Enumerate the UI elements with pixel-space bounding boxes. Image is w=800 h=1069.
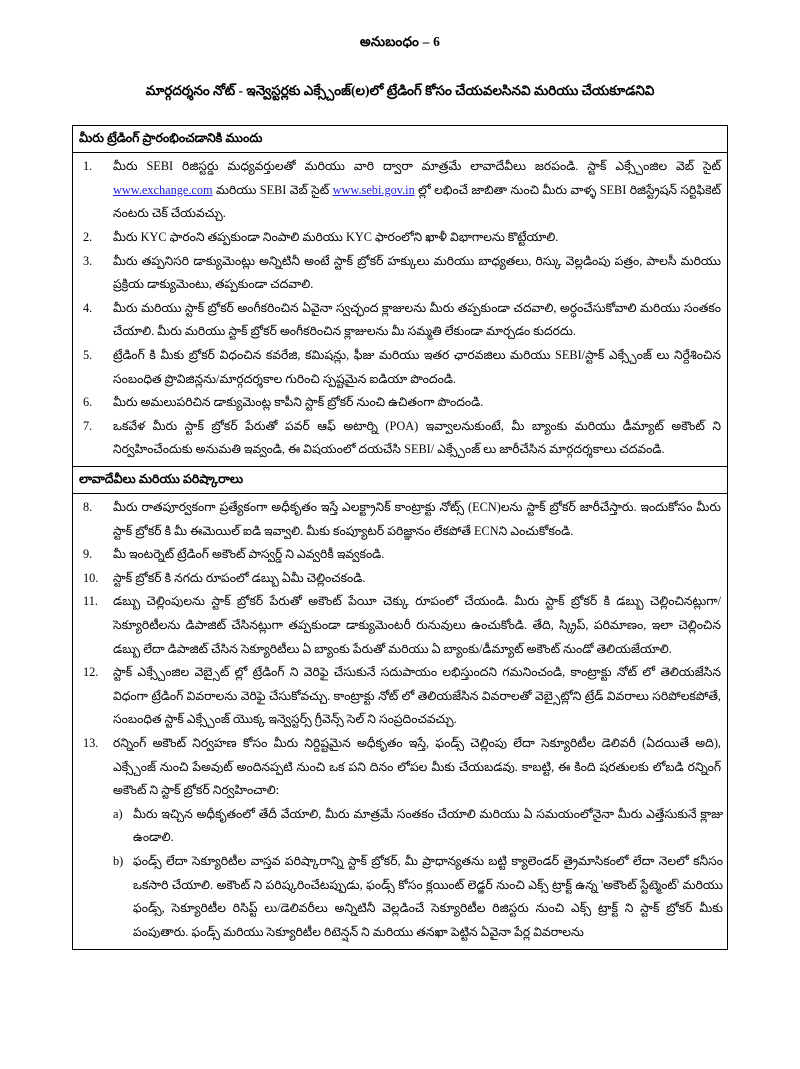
page-title: అనుబంధం – 6	[359, 34, 441, 49]
text-run: మీరు తప్పనిసరి డాక్యుమెంట్లు అన్నిటినీ అంటే స్టాక్ బ్రోకర్ హక్కులు మరియు బాధ్యతలు, రిస్కు వెల్లడింపు పత్రం, పాలసీ మరియు ప్రక్రియ డాక్యుమెంటు, తప్పకుండా చదవాలి.	[113, 253, 721, 292]
list-item-text	[113, 250, 723, 297]
list-item-text	[113, 567, 723, 591]
external-link[interactable]: www.exchange.com	[113, 182, 213, 197]
text-run: రన్నింగ్ అకౌంట్ నిర్వహణ కోసం మీరు నిర్దిష్టమైన అధీకృతం ఇస్తే, ఫండ్స్ చెల్లింపు లేదా సెక్యూరిటీల డెలివరీ (ఏదయితే అది), ఎక్స్చేంజ్ నుంచి పేఅవుట్ అందినప్పటి నుంచి ఒక పని దినం లోపల మీకు చేయబడవు. కాబట్టి, ఈ కింది షరతులకు లోబడి రన్నింగ్ అకౌంట్ ని స్టాక్ బ్రోకర్ నిర్వహించాలి:	[113, 736, 721, 798]
item-list	[73, 153, 727, 466]
list-item-text	[113, 496, 723, 543]
external-link[interactable]: www.sebi.gov.in	[332, 182, 415, 197]
list-item	[73, 496, 727, 543]
document-page	[0, 34, 800, 1069]
text-run: స్టాక్ బ్రోకర్ కి నగదు రూపంలో డబ్బు ఏమీ చెల్లించకండి.	[113, 570, 366, 585]
list-item-number: 1.	[83, 159, 93, 174]
section-heading: మీరు ట్రేడింగ్ ప్రారంభించడానికి ముందు	[73, 126, 727, 153]
list-item	[73, 543, 727, 567]
text-run: మీరు రాతపూర్వకంగా ప్రత్యేకంగా అధీకృతం ఇస్తే ఎలక్ట్రానిక్ కాంట్రాక్టు నోట్స్ (ECN)లను స్టాక్ బ్రోకర్ జారీచేస్తారు. ఇందుకోసం మీరు స్టాక్ బ్రోకర్ కి మీ ఈమెయిల్ ఐడి ఇవ్వాలి. మీకు కంప్యూటర్ పరిజ్ఞానం లేకపోతే ECNని ఎంచుకోకండి.	[113, 499, 721, 538]
list-item	[73, 732, 727, 803]
list-item-number: 8.	[83, 499, 93, 514]
list-item-text	[113, 155, 723, 226]
list-item-number: 11.	[83, 594, 98, 609]
list-item-number: 3.	[83, 253, 93, 268]
list-item	[73, 590, 727, 661]
text-run: మీ ఇంటర్నెట్ ట్రేడింగ్ అకౌంట్ పాస్వర్డ్ ని ఎవ్వరికీ ఇవ్వకండి.	[113, 547, 385, 562]
document-subtitle: మార్గదర్శనం నోట్ - ఇన్వెస్టర్లకు ఎక్స్చేంజ్(ల)లో ట్రేడింగ్ కోసం చేయవలసినవి మరియు చేయకూడనివి	[145, 83, 655, 98]
list-item	[73, 415, 727, 462]
list-item	[73, 344, 727, 391]
list-item-text	[113, 297, 723, 344]
list-item	[73, 567, 727, 591]
sub-list-item-text: మీరు ఇచ్చిన అధీకృతంలో తేదీ వేయాలి, మీరు మాత్రమే సంతకం చేయాలి మరియు ఏ సమయంలోనైనా మీరు ఎత్తేసుకునే క్లాజు ఉండాలి.	[133, 806, 723, 845]
list-item-text	[113, 415, 723, 462]
list-item-number: 12.	[83, 665, 99, 680]
list-item-number: 13.	[83, 736, 99, 751]
guidance-table	[72, 125, 728, 949]
list-item-text	[113, 732, 723, 803]
list-item-text	[113, 391, 723, 415]
text-run: ఒకవేళ మీరు స్టాక్ బ్రోకర్ పేరుతో పవర్ ఆఫ్ అటార్ని (POA) ఇవ్వాలనుకుంటే, మీ బ్యాంకు మరియు డీమ్యాట్ అకౌంట్ ని నిర్వహించేందుకు అనుమతి ఇవ్వండి, ఈ విషయంలో దయచేసి SEBI/ ఎక్స్చేంజ్ లు జారీచేసిన మార్గదర్శకాలు చదవండి.	[113, 418, 721, 457]
section-heading: లావాదేవీలు మరియు పరిష్కారాలు	[73, 466, 727, 494]
list-item-text	[113, 344, 723, 391]
sub-list-item-text: ఫండ్స్ లేదా సెక్యూరిటీల వాస్తవ పరిష్కారాన్ని స్టాక్ బ్రోకర్, మీ ప్రాధాన్యతను బట్టి క్యాలెండర్ త్రైమాసికంలో లేదా నెలలో కనీసం ఒకసారి చేయాలి. అకౌంట్ ని పరిష్కరించేటప్పుడు, ఫండ్స్ కోసం క్లయింట్ లెడ్జర్ నుంచి ఎక్స్ ట్రాక్ట్ ఉన్న 'అకౌంట్ స్టేట్మెంట్' మరియు ఫండ్స్, సెక్యూరిటీల రిసిప్ట్ లు/డెలివరీలు అన్నిటినీ వెల్లడించే సెక్యూరిటీల రిజిస్టరు నుంచి ఎక్స్ ట్రాక్ట్ ని స్టాక్ బ్రోకర్ మీకు పంపుతారు. ఫండ్స్ మరియు సెక్యూరిటీల రిటెన్షన్ ని మరియు తనఖా పెట్టిన ఏవైనా పేర్ల వివరాలను	[133, 854, 723, 939]
text-run: మరియు SEBI వెబ్ సైట్	[212, 182, 333, 197]
list-item-text	[113, 543, 723, 567]
list-item-text	[113, 590, 723, 661]
text-run: మీరు మరియు స్టాక్ బ్రోకర్ అంగీకరించిన ఏవైనా స్వచ్ఛంద క్లాజులను మీరు తప్పకుండా చదవాలి, అర్ధంచేసుకోవాలి మరియు సంతకం చేయాలి. మీరు మరియు స్టాక్ బ్రోకర్ అంగీకరించిన క్లాజులను మీ సమ్మతి లేకుండా మార్చడం కుదరదు.	[113, 300, 721, 339]
list-item-number: 5.	[83, 348, 93, 362]
text-run: ల్లో లభించే జాబితా నుంచి మీరు వాళ్ళ SEBI రిజిస్ట్రేషన్ సర్టిఫికెట్ నంటరు చెక్ చేయవచ్చు.	[113, 182, 721, 221]
list-item-number: 6.	[83, 395, 93, 410]
text-run: మీరు KYC ఫారంని తప్పకుండా నింపాలి మరియు KYC ఫారంలోని ఖాళీ విభాగాలను కొట్టేయాలి.	[113, 229, 559, 244]
list-item-text	[113, 661, 723, 732]
sub-item-list	[73, 803, 727, 945]
item-list	[73, 494, 727, 949]
list-item-number: 2.	[83, 229, 93, 244]
list-item	[73, 155, 727, 226]
sub-list-item	[113, 803, 727, 850]
text-run: డబ్బు చెల్లింపులను స్టాక్ బ్రోకర్ పేరుతో అకౌంట్ పేయీ చెక్కు రూపంలో చేయండి. మీరు స్టాక్ బ్రోకర్ కి డబ్బు చెల్లించినట్లుగా/సెక్యూరిటీలను డిపాజిట్ చేసినట్లుగా తప్పకుండా డాక్యుమెంటరీ రునువులు ఉంచుకోండి. తేది, స్క్రిప్, పరిమాణం, ఇలా చెల్లించిన డబ్బు లేదా డిపాజిట్ చేసిన సెక్యూరిటీలు ఏ బ్యాంకు పేరుతో మరియు ఏ బ్యాంకు/డీమ్యాట్ అకౌంట్ నుండో తెలియజేయాలి.	[113, 594, 721, 656]
list-item	[73, 391, 727, 415]
list-item	[73, 226, 727, 250]
list-item-number: 10.	[83, 570, 99, 585]
text-run: మీరు అమలుపరిచిన డాక్యుమెంట్ల కాపీని స్టాక్ బ్రోకర్ నుంచి ఉచితంగా పొందండి.	[113, 395, 484, 410]
list-item	[73, 297, 727, 344]
sub-list-item	[113, 850, 727, 944]
sub-list-item-number: a)	[113, 806, 123, 821]
list-item-text	[113, 226, 723, 250]
text-run: స్టాక్ ఎక్స్చేంజిల వెబ్సైట్ ల్లో ట్రేడింగ్ ని వెరిఫై చేసుకునే సదుపాయం లభిస్తుందని గమనించండి, కాంట్రాక్టు నోట్ లో తెలియజేసిన విధంగా ట్రేడింగ్ వివరాలను వెరిఫై చేసుకోవచ్చు. కాంట్రాక్టు నోట్ లో తెలియజేసిన వివరాలతో వెబ్సైట్లోని ట్రేడ్ వివరాలు సరిపోలకపోతే, సంబంధిత స్టాక్ ఎక్స్చేంజ్ యొక్క ఇన్వెస్టర్స్ గ్రీవెన్స్ సెల్ ని సంప్రదించవచ్చు.	[113, 665, 721, 727]
list-item	[73, 250, 727, 297]
sub-list-item-number: b)	[113, 854, 124, 869]
list-item	[73, 661, 727, 732]
text-run: మీరు SEBI రిజిస్టర్డు మధ్యవర్తులతో మరియు వారి ద్వారా మాత్రమే లావాదేవీలు జరపండి. స్టాక్ ఎక్స్చేంజిల వెబ్ సైట్	[113, 159, 721, 174]
text-run: ట్రేడింగ్ కి మీకు బ్రోకర్ విధంచిన కవరేజి, కమిషన్లు, ఫీజు మరియు ఇతర ఛారవజిలు మరియు SEBI/స్టాక్ ఎక్స్చేంజ్ లు నిర్దేశించిన సంబంధిత ప్రొవిజిన్లను/మార్గదర్శకాల గురించి స్పష్టమైన ఐడియా పొందండి.	[113, 348, 721, 386]
list-item-number: 9.	[83, 547, 93, 562]
list-item-number: 7.	[83, 418, 93, 433]
list-item-number: 4.	[83, 300, 93, 315]
